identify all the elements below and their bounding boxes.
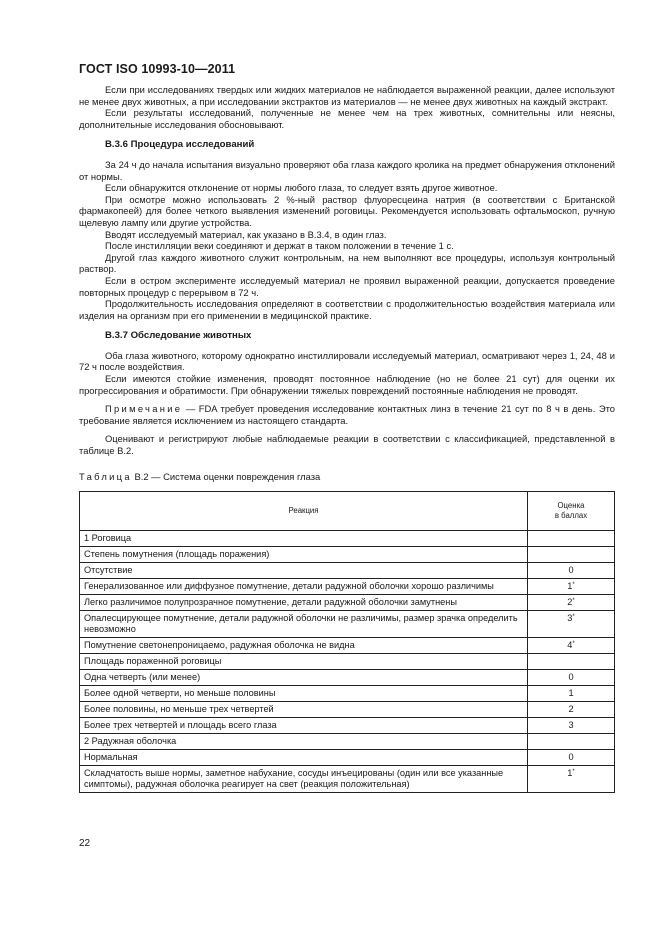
score-value: 3	[568, 720, 574, 731]
reaction-cell: Одна четверть (или менее)	[80, 670, 528, 686]
paragraph: Оба глаза животного, которому однократно инстиллировали исследуемый материал, осматривают через 1, 24, 48 и 72 ч после воздействия.	[79, 349, 615, 373]
paragraph: Продолжительность исследования определяют в соответствии с продолжительностью воздействия материала или изделия на организм при его применении в медицинской практике.	[79, 298, 615, 321]
table-row	[80, 670, 615, 686]
score-cell	[528, 595, 615, 611]
table-row	[80, 563, 615, 579]
score-value: 0	[568, 565, 574, 576]
header-score-text: Оценка в баллах	[554, 501, 588, 521]
table-row	[80, 531, 615, 547]
table-row	[80, 611, 615, 638]
score-value: 2	[568, 704, 574, 715]
score-cell	[528, 686, 615, 702]
table-row	[80, 734, 615, 750]
table-row	[80, 686, 615, 702]
score-cell	[528, 531, 615, 547]
note-text: — FDA требует проведения исследование контактных линз в течение 21 сут по 8 ч в день. Это требование является исключением из настоящего стандарта.	[79, 403, 615, 426]
paragraph: После инстилляции веки соединяют и держат в таком положении в течение 1 с.	[105, 240, 454, 252]
reaction-cell: Более половины, но меньше трех четвертей	[80, 702, 528, 718]
reaction-cell: Более трех четвертей и площадь всего глаза	[80, 718, 528, 734]
score-value: 0	[568, 752, 574, 763]
note-label: Примечание	[105, 403, 183, 415]
reaction-cell: Нормальная	[80, 750, 528, 766]
score-value: 1	[567, 768, 573, 779]
reaction-cell: Более одной четверти, но меньше половины	[80, 686, 528, 702]
note	[79, 403, 615, 426]
score-footnote-mark: *	[572, 598, 575, 605]
score-cell	[528, 547, 615, 563]
paragraph: За 24 ч до начала испытания визуально проверяют оба глаза каждого кролика на предмет обнаружения отклонений от нормы.	[79, 158, 615, 182]
score-cell	[528, 563, 615, 579]
score-footnote-mark: *	[572, 641, 575, 648]
table-row	[80, 579, 615, 595]
score-footnote-mark: *	[572, 769, 575, 776]
reaction-cell: Отсутствие	[80, 563, 528, 579]
reaction-cell: Генерализованное или диффузное помутнение, детали радужной оболочки хорошо различимы	[80, 579, 528, 595]
reaction-cell: Площадь пораженной роговицы	[80, 654, 528, 670]
score-cell	[528, 670, 615, 686]
document-body	[79, 84, 615, 793]
table-caption-text: В.2 — Система оценки повреждения глаза	[131, 470, 321, 482]
paragraph: Если результаты исследований, полученные не менее чем на трех животных, сомнительны или неясны, дополнительные исследования обосновывают.	[79, 107, 615, 130]
table-row	[80, 654, 615, 670]
score-cell	[528, 718, 615, 734]
score-value: 3	[567, 613, 573, 624]
table-caption-label: Таблица	[79, 470, 132, 482]
table-row	[80, 595, 615, 611]
section-heading-b36: В.3.6 Процедура исследований	[105, 139, 255, 151]
score-cell	[528, 734, 615, 750]
table-caption	[79, 471, 615, 483]
header-score	[528, 492, 615, 531]
page-number: 22	[79, 838, 91, 849]
page-header: ГОСТ ISO 10993-10—2011	[79, 62, 236, 76]
paragraph: Если обнаружится отклонение от нормы любого глаза, то следует взять другое животное.	[105, 182, 498, 194]
header-reaction: Реакция	[80, 492, 528, 531]
table-header-row	[80, 492, 615, 531]
paragraph: Другой глаз каждого животного служит контрольным, на нем выполняют все процедуры, используя контрольный раствор.	[79, 251, 615, 275]
table-row	[80, 750, 615, 766]
score-value: 1	[567, 581, 573, 592]
table-row	[80, 547, 615, 563]
reaction-cell: Помутнение светонепроницаемо, радужная оболочка не видна	[80, 638, 528, 654]
paragraph: Если имеются стойкие изменения, проводят постоянное наблюдение (но не более 21 сут) для оценки их прогрессирования и обратимости. При обнаружении тяжелых повреждений постоянные наблюдения не проводят.	[79, 373, 615, 396]
paragraph: Если в остром эксперименте исследуемый материал не проявил выраженной реакции, допускается проведение повторных процедур с перерывом в 72 ч.	[79, 274, 615, 298]
score-cell	[528, 638, 615, 654]
section-heading-b37: В.3.7 Обследование животных	[105, 330, 252, 342]
reaction-cell: Степень помутнения (площадь поражения)	[80, 547, 528, 563]
table-row	[80, 766, 615, 793]
table-row	[80, 638, 615, 654]
paragraph: Вводят исследуемый материал, как указано в В.3.4, в один глаз.	[105, 228, 387, 240]
paragraph: При осмотре можно использовать 2 %-ный раствор флуоресцеина натрия (в соответствии с Британской фармакопеей) для более четкого выявления изменений роговицы. Рекомендуется использовать офтальмоскоп, ручную щелевую лампу или другие устройства.	[79, 193, 615, 228]
paragraph: Оценивают и регистрируют любые наблюдаемые реакции в соответствии с классификацией, представленной в таблице В.2.	[79, 433, 615, 457]
reaction-cell: Легко различимое полупрозрачное помутнение, детали радужной оболочки замутнены	[80, 595, 528, 611]
score-cell	[528, 579, 615, 595]
reaction-cell: 1 Роговица	[80, 531, 528, 547]
reaction-cell: Опалесцирующее помутнение, детали радужной оболочки не различимы, размер зрачка определить невозможно	[80, 611, 528, 638]
score-value: 2	[567, 597, 573, 608]
score-cell	[528, 766, 615, 793]
score-value: 1	[568, 688, 574, 699]
table-row	[80, 702, 615, 718]
score-cell	[528, 654, 615, 670]
reaction-cell: 2 Радужная оболочка	[80, 734, 528, 750]
table-row	[80, 718, 615, 734]
score-footnote-mark: *	[572, 614, 575, 621]
score-cell	[528, 750, 615, 766]
score-cell	[528, 702, 615, 718]
score-value: 0	[568, 672, 574, 683]
paragraph: Если при исследованиях твердых или жидких материалов не наблюдается выраженной реакции, далее используют не менее двух животных, а при исследовании экстрактов из материалов — не менее двух животных на каждый экстракт.	[79, 84, 615, 107]
score-footnote-mark: *	[572, 582, 575, 589]
score-cell	[528, 611, 615, 638]
reaction-cell: Складчатость выше нормы, заметное набухание, сосуды инъецированы (один или все указанные симптомы), радужная оболочка реагирует на свет (реакция положительная)	[80, 766, 528, 793]
eye-damage-score-table	[79, 491, 615, 793]
score-value: 4	[567, 640, 573, 651]
